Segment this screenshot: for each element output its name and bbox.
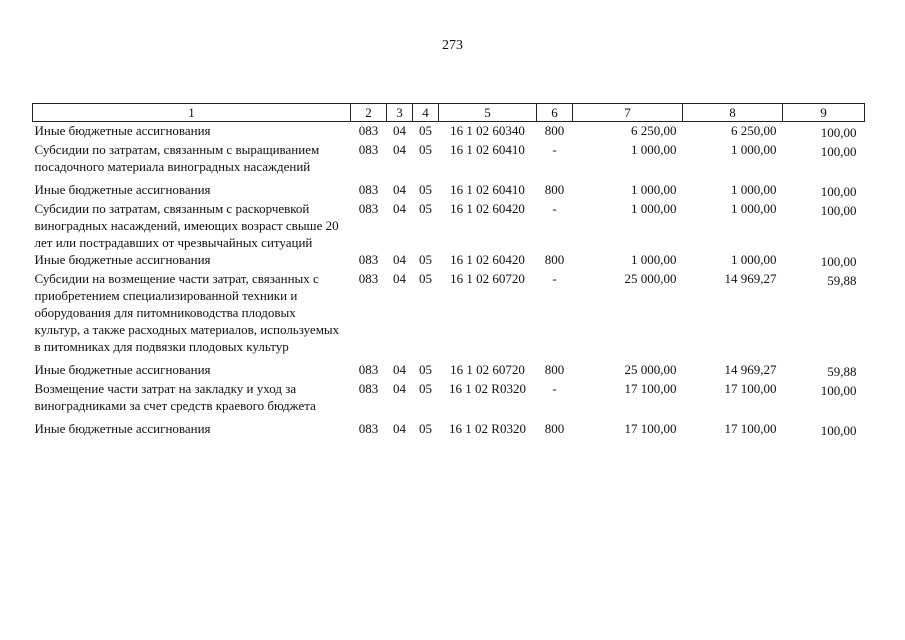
ministry-code: 083: [358, 123, 379, 138]
section-code: 04: [393, 271, 406, 286]
ministry-code: 083: [358, 252, 379, 267]
execution-percent: 100,00: [820, 203, 857, 218]
row-name: Иные бюджетные ассигнования: [34, 182, 211, 197]
table-header-row: [33, 104, 865, 122]
section-code: 04: [393, 142, 406, 157]
table-row: [33, 181, 865, 200]
expense-type-code: 800: [544, 252, 565, 267]
row-name: Субсидии на возмещение части затрат, связанных с приобретением специализированной техники и оборудования для питомниководства плодовых культур, а также расходных материалов, используемых в питомниках для подвязки плодовых культур: [34, 271, 340, 354]
executed-amount: 1 000,00: [731, 201, 777, 216]
row-name: Возмещение части затрат на закладку и уход за виноградниками за счет средств краевого бюджета: [34, 381, 316, 413]
planned-amount: 1 000,00: [631, 252, 677, 267]
planned-amount: 17 100,00: [624, 421, 677, 436]
target-article-code: 16 1 02 60420: [450, 201, 525, 216]
execution-percent: 100,00: [820, 144, 857, 159]
expense-type-code: 800: [544, 362, 565, 377]
table-row: [33, 251, 865, 270]
target-article-code: 16 1 02 R0320: [449, 381, 526, 396]
column-header-1: 1: [33, 104, 351, 122]
ministry-code: 083: [358, 271, 379, 286]
execution-percent: 100,00: [820, 423, 857, 438]
target-article-code: 16 1 02 60720: [450, 271, 525, 286]
execution-percent: 100,00: [820, 383, 857, 398]
executed-amount: 14 969,27: [724, 362, 777, 377]
table-row: [33, 200, 865, 251]
column-header-8: 8: [683, 104, 783, 122]
target-article-code: 16 1 02 60340: [450, 123, 525, 138]
ministry-code: 083: [358, 421, 379, 436]
subsection-code: 05: [419, 271, 432, 286]
ministry-code: 083: [358, 201, 379, 216]
column-header-7: 7: [573, 104, 683, 122]
planned-amount: 1 000,00: [631, 182, 677, 197]
execution-percent: 100,00: [820, 184, 857, 199]
section-code: 04: [393, 421, 406, 436]
executed-amount: 1 000,00: [731, 142, 777, 157]
row-name: Иные бюджетные ассигнования: [34, 252, 211, 267]
target-article-code: 16 1 02 R0320: [449, 421, 526, 436]
execution-percent: 59,88: [827, 273, 857, 288]
target-article-code: 16 1 02 60720: [450, 362, 525, 377]
expense-type-code: -: [552, 142, 557, 157]
column-header-2: 2: [351, 104, 387, 122]
column-header-3: 3: [387, 104, 413, 122]
subsection-code: 05: [419, 421, 432, 436]
execution-percent: 59,88: [827, 364, 857, 379]
row-name: Иные бюджетные ассигнования: [34, 123, 211, 138]
table-row: [33, 141, 865, 181]
section-code: 04: [393, 381, 406, 396]
target-article-code: 16 1 02 60420: [450, 252, 525, 267]
subsection-code: 05: [419, 252, 432, 267]
row-name: Иные бюджетные ассигнования: [34, 421, 211, 436]
target-article-code: 16 1 02 60410: [450, 182, 525, 197]
planned-amount: 17 100,00: [624, 381, 677, 396]
row-name: Субсидии по затратам, связанным с выращиванием посадочного материала виноградных насаждений: [34, 142, 320, 174]
expense-type-code: -: [552, 381, 557, 396]
subsection-code: 05: [419, 201, 432, 216]
table-row: [33, 270, 865, 361]
column-header-5: 5: [439, 104, 537, 122]
section-code: 04: [393, 123, 406, 138]
section-code: 04: [393, 182, 406, 197]
ministry-code: 083: [358, 182, 379, 197]
ministry-code: 083: [358, 381, 379, 396]
section-code: 04: [393, 362, 406, 377]
ministry-code: 083: [358, 142, 379, 157]
column-header-6: 6: [537, 104, 573, 122]
subsection-code: 05: [419, 381, 432, 396]
section-code: 04: [393, 252, 406, 267]
executed-amount: 14 969,27: [724, 271, 777, 286]
executed-amount: 1 000,00: [731, 252, 777, 267]
execution-percent: 100,00: [820, 125, 857, 140]
executed-amount: 6 250,00: [731, 123, 777, 138]
expense-type-code: -: [552, 201, 557, 216]
column-header-9: 9: [783, 104, 865, 122]
expense-type-code: 800: [544, 123, 565, 138]
expense-type-code: -: [552, 271, 557, 286]
subsection-code: 05: [419, 142, 432, 157]
budget-table: [32, 103, 865, 439]
subsection-code: 05: [419, 362, 432, 377]
row-name: Субсидии по затратам, связанным с раскорчевкой виноградных насаждений, имеющих возраст свыше 20 лет или пострадавших от чрезвычайных ситуаций: [34, 201, 339, 250]
column-header-4: 4: [413, 104, 439, 122]
table-row: [33, 380, 865, 420]
target-article-code: 16 1 02 60410: [450, 142, 525, 157]
expense-type-code: 800: [544, 421, 565, 436]
table-row: [33, 420, 865, 439]
subsection-code: 05: [419, 182, 432, 197]
section-code: 04: [393, 201, 406, 216]
table-row: [33, 122, 865, 142]
planned-amount: 1 000,00: [631, 142, 677, 157]
page-number: 273: [442, 38, 463, 53]
execution-percent: 100,00: [820, 254, 857, 269]
row-name: Иные бюджетные ассигнования: [34, 362, 211, 377]
table-row: [33, 361, 865, 380]
executed-amount: 17 100,00: [724, 421, 777, 436]
executed-amount: 1 000,00: [731, 182, 777, 197]
subsection-code: 05: [419, 123, 432, 138]
planned-amount: 25 000,00: [624, 362, 677, 377]
planned-amount: 1 000,00: [631, 201, 677, 216]
executed-amount: 17 100,00: [724, 381, 777, 396]
ministry-code: 083: [358, 362, 379, 377]
planned-amount: 25 000,00: [624, 271, 677, 286]
planned-amount: 6 250,00: [631, 123, 677, 138]
expense-type-code: 800: [544, 182, 565, 197]
